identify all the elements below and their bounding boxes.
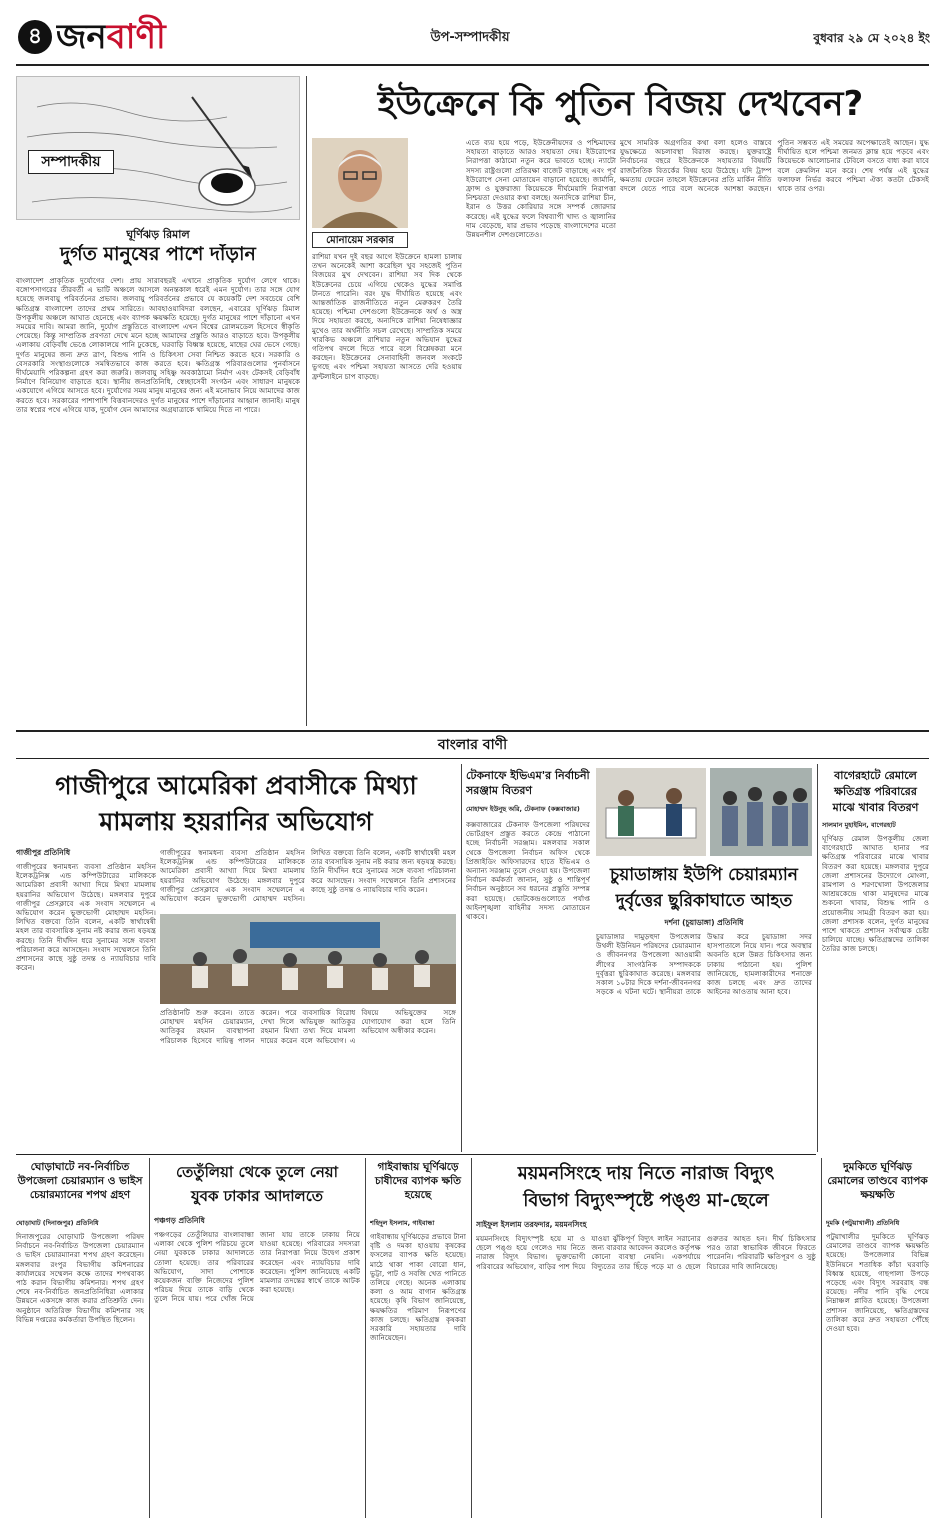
logo-part-1: জন xyxy=(56,17,107,57)
bagerhat-headline xyxy=(822,768,929,818)
page-number-badge: ৪ xyxy=(18,20,52,54)
teknaf-body: কক্সবাজারের টেকনাফ উপজেলা পরিষদের ভোটগ্রহণ প্রস্তুত করতে কেন্দ্রে পাঠানো হচ্ছে নির্বাচনী সরঞ্জাম। মঙ্গলবার সকাল থেকে উপজেলা নির্বাচন অফিস থেকে প্রিজাইডিং অফিসারদের হাতে ইভিএম ও অন্যান্য সরঞ্জাম তুলে দেওয়া হয়। উপজেলা নির্বাচন কর্মকর্তা জানান, সুষ্ঠু ও শান্তিপূর্ণ নির্বাচন অনুষ্ঠানে সব ধরনের প্রস্তুতি সম্পন্ন করা হয়েছে। ভোটকেন্দ্রগুলোতে পর্যাপ্ত আইনশৃঙ্খলা বাহিনীর সদস্য মোতায়েন থাকবে। xyxy=(466,820,590,922)
column-headline: ইউক্রেনে কি পুতিন বিজয় দেখবেন? xyxy=(377,84,864,124)
column-author: মোনায়েম সরকার xyxy=(312,232,408,248)
tetulia-headline-line-2: যুবক ঢাকার আদালতে xyxy=(190,1187,324,1205)
teknaf-byline: মোহাম্মদ ইউনুছ অরি, টেকনাফ (কক্সবাজার) xyxy=(466,805,580,813)
editorial-kicker: ঘূর্ণিঝড় রিমাল xyxy=(126,228,190,241)
issue-date: বুধবার ২৯ মে ২০২৪ ইং xyxy=(813,31,930,45)
gaibandha-body: গাইবান্ধায় ঘূর্ণিঝড়ের প্রভাবে টানা বৃষ্টি ও দমকা হাওয়ায় কৃষকের ফসলের ব্যাপক ক্ষতি হয়েছে। মাঠে থাকা পাকা বোরো ধান, ভুট্টা, পাট ও সবজি খেত পানিতে তলিয়ে গেছে। অনেক এলাকায় কলা ও আম বাগান ক্ষতিগ্রস্ত হয়েছে। কৃষি বিভাগ জানিয়েছে, ক্ষয়ক্ষতির পরিমাণ নিরূপণের কাজ চলছে। ক্ষতিগ্রস্ত কৃষকরা সরকারি সহায়তার দাবি জানিয়েছেন। xyxy=(370,1232,466,1343)
ghoraghat-headline: ঘোড়াঘাটে নব-নির্বাচিত উপজেলা চেয়ারম্যান ও ভাইস চেয়ারম্যানের শপথ গ্রহণ xyxy=(17,1161,143,1201)
patuakhali-body: পটুয়াখালীর দুমকিতে ঘূর্ণিঝড় রেমালের তাণ্ডবে ব্যাপক ক্ষয়ক্ষতি হয়েছে। উপজেলার বিভিন্ন ইউনিয়নে শতাধিক কাঁচা ঘরবাড়ি বিধ্বস্ত হয়েছে, গাছপালা উপড়ে পড়েছে এবং বিদ্যুৎ সরবরাহ বন্ধ রয়েছে। নদীর পানি বৃদ্ধি পেয়ে নিম্নাঞ্চল প্লাবিত হয়েছে। উপজেলা প্রশাসন জানিয়েছে, ক্ষতিগ্রস্তদের তালিকা করে দ্রুত সহায়তা পৌঁছে দেওয়া হবে। xyxy=(826,1232,929,1334)
author-photo xyxy=(312,138,408,228)
tetulia-byline: পঞ্চগড় প্রতিনিধি xyxy=(154,1216,205,1225)
section-bar-label: বাংলার বাণী xyxy=(437,737,508,753)
gaibandha-headline: গাইবান্ধায় ঘূর্ণিঝড়ে চাষীদের ব্যাপক ক্ষতি হয়েছে xyxy=(374,1161,462,1201)
patuakhali-byline: দুমকি (পটুয়াখালী) প্রতিনিধি xyxy=(826,1219,900,1227)
mymensingh-byline: সাইফুল ইসলাম তরফদার, ময়মনসিংহ xyxy=(476,1220,587,1229)
gaibandha-byline: শহিদুল ইসলাম, গাইবান্ধা xyxy=(370,1219,435,1227)
editorial-headline: দুর্গত মানুষের পাশে দাঁড়ান xyxy=(60,244,256,265)
mymensingh-body: ময়মনসিংহে বিদ্যুৎস্পৃষ্ট হয়ে মা ও ছেলে পঙ্গু হয়ে গেলেও দায় নিতে নারাজ বিদ্যুৎ বিভাগ। ভুক্তভোগী পরিবারের অভিযোগ, বাড়ির পাশ দিয়ে যাওয়া ঝুঁকিপূর্ণ বিদ্যুৎ লাইন সরানোর জন্য বারবার আবেদন করলেও কর্তৃপক্ষ কোনো ব্যবস্থা নেয়নি। একপর্যায়ে বিদ্যুতের তার ছিঁড়ে পড়ে মা ও ছেলে গুরুতর আহত হন। দীর্ঘ চিকিৎসার পরও তারা স্বাভাবিক জীবনে ফিরতে পারেননি। পরিবারটি ক্ষতিপূরণ ও সুষ্ঠু বিচারের দাবি জানিয়েছে। xyxy=(476,1234,816,1271)
mid-lower-rule xyxy=(16,1154,816,1155)
divider-chuadanga-bagerhat xyxy=(817,764,818,1152)
bagerhat-headline-line-3: মাঝে খাবার বিতরণ xyxy=(832,801,919,814)
editorial-illustration xyxy=(16,76,300,220)
tetulia-headline xyxy=(154,1160,360,1212)
divider-mymensingh-patuakhali xyxy=(821,1158,822,1518)
chuadanga-headline-line-2: দুর্বৃত্তের ছুরিকাঘাতে আহত xyxy=(615,891,793,911)
bagerhat-headline-line-2: ক্ষতিগ্রস্ত পরিবারের xyxy=(834,785,917,798)
chuadanga-photo-1 xyxy=(596,768,706,856)
tetulia-body: পঞ্চগড়ের তেতুঁলিয়ার বাংলাবান্ধা এলাকা থেকে পুলিশ পরিচয়ে তুলে নেয়া যুবককে ঢাকার আদালতে তোলা হয়েছে। তার পরিবারের অভিযোগ, সাদা পোশাকে কয়েকজন ব্যক্তি নিজেদের পুলিশ পরিচয় দিয়ে তাকে বাড়ি থেকে তুলে নিয়ে যায়। পরে খোঁজ নিয়ে জানা যায় তাকে ঢাকায় নিয়ে যাওয়া হয়েছে। পরিবারের সদস্যরা তার নিরাপত্তা নিয়ে উদ্বেগ প্রকাশ করেছেন এবং ন্যায়বিচার দাবি করেছেন। পুলিশ জানিয়েছে একটি মামলার তদন্তের স্বার্থে তাকে আটক করা হয়েছে। xyxy=(154,1230,360,1304)
editorial-body: বাংলাদেশ প্রাকৃতিক দুর্যোগের দেশ। প্রায় সারাবছরই এখানে প্রাকৃতিক দুর্যোগ লেগে থাকে। বঙ্গোপসাগরের তীরবর্তী এ ভাটি অঞ্চলে আসলে অনন্তকাল ধরেই এমন দুর্যোগ। তার সঙ্গে যোগ হয়েছে জলবায়ু পরিবর্তনের প্রভাব। জলবায়ু পরিবর্তনের প্রভাবে যে কয়েকটি দেশ সবচেয়ে বেশি ক্ষতিগ্রস্ত বাংলাদেশ তাদের প্রথম সারিতে। আবহাওয়াবিদরা বলছেন, এবারের ঘূর্ণিঝড় রিমাল উপকূলীয় অঞ্চলে আঘাত হেনেছে এবং ব্যাপক ক্ষয়ক্ষতি হয়েছে। দুর্গত মানুষের পাশে দাঁড়ানো এখন সময়ের দাবি। আমরা জানি, দুর্যোগ প্রস্তুতিতে বাংলাদেশ এখন বিশ্বের রোলমডেল হিসেবে স্বীকৃতি পেয়েছে। কিন্তু সাম্প্রতিক প্রবণতা দেখে মনে হচ্ছে আমাদের প্রস্তুতি আরও বাড়াতে হবে। উপকূলীয় এলাকায় বেড়িবাঁধ ভেঙে লোকালয়ে পানি ঢুকেছে, ঘরবাড়ি বিধ্বস্ত হয়েছে, মাছের ঘের ভেসে গেছে। দুর্গত মানুষের জন্য দ্রুত ত্রাণ, বিশুদ্ধ পানি ও চিকিৎসা সেবা নিশ্চিত করতে হবে। সরকারি ও বেসরকারি সংস্থাগুলোকে সমন্বিতভাবে কাজ করতে হবে। ক্ষতিগ্রস্ত পরিবারগুলোর পুনর্বাসনে দীর্ঘমেয়াদি পরিকল্পনা গ্রহণ করা জরুরি। জলবায়ু সহিষ্ণু অবকাঠামো নির্মাণ এবং টেকসই বেড়িবাঁধ নির্মাণে বিনিয়োগ বাড়াতে হবে। স্থানীয় জনপ্রতিনিধি, স্বেচ্ছাসেবী সংগঠন এবং সাধারণ মানুষকে একযোগে এগিয়ে আসতে হবে। দুর্যোগের সময় মানুষ মানুষের জন্য এই মনোভাব নিয়ে আমাদের কাজ করতে হবে। সরকারের পাশাপাশি বিত্তবানদেরও দুর্গত মানুষের পাশে দাঁড়ানোর আহ্বান জানাই। মানুষ তার স্বপ্নের পথে এগিয়ে যাক, দুর্যোগ যেন আমাদের অগ্রযাত্রাকে থামিয়ে দিতে না পারে। xyxy=(16,276,300,414)
chuadanga-photo-2 xyxy=(710,768,812,856)
section-title: উপ-সম্পাদকীয় xyxy=(430,30,510,45)
gazipur-headline-line-1: গাজীপুরে আমেরিকা প্রবাসীকে মিথ্যা xyxy=(55,771,417,800)
chuadanga-byline: দর্শনা (চুয়াডাঙ্গা) প্রতিনিধি xyxy=(664,918,744,927)
section-bar-bottom-rule xyxy=(16,758,929,759)
logo-part-2: বাণী xyxy=(106,17,166,57)
column-body-right: মুখে সামরিক অগ্রগতির কথা বলা হলেও বাস্তবে যুদ্ধক্ষেত্রে অচলাবস্থা বিরাজ করছে। যুক্তরাষ্ট্রে নির্বাচনের বছরে ইউক্রেনকে সহায়তার বিষয়টি রাজনৈতিক বিতর্কের বিষয় হয়ে উঠেছে। যদি ট্রাম্প ক্ষমতায় ফেরেন তাহলে ইউক্রেনের প্রতি মার্কিন নীতি বদলে যেতে পারে বলে অনেকে আশঙ্কা করছেন। পুতিন সম্ভবত এই সময়ের অপেক্ষাতেই আছেন। যুদ্ধ দীর্ঘায়িত হলে পশ্চিমা জনমত ক্লান্ত হয়ে পড়বে এবং কিয়েভকে আলোচনার টেবিলে বসতে বাধ্য করা যাবে বলে ক্রেমলিন মনে করে। শেষ পর্যন্ত এই যুদ্ধের ফলাফল নির্ভর করবে পশ্চিমা ঐক্য কতটা টেকসই থাকে তার ওপর। xyxy=(620,138,929,194)
bagerhat-byline: সালমান মুহাইমিন, বাগেরহাট xyxy=(822,821,896,829)
gazipur-body-top-right: গাজীপুরের স্বনামধন্য ব্যবসা প্রতিষ্ঠান মহসিন ইলেকট্রনিক্স এন্ড কম্পিউটারের মালিককে আমেরিকা প্রবাসী আখ্যা দিয়ে মিথ্যা মামলায় হয়রানির অভিযোগ উঠেছে। মঙ্গলবার দুপুরে গাজীপুর প্রেসক্লাবে এক সংবাদ সম্মেলনে এ অভিযোগ করেন ভুক্তভোগী মোহাম্মদ মহসিন। লিখিত বক্তব্যে তিনি বলেন, একটি স্বার্থান্বেষী মহল তার ব্যবসায়িক সুনাম নষ্ট করার জন্য ষড়যন্ত্র করছে। তিনি দীর্ঘদিন ধরে সুনামের সঙ্গে ব্যবসা পরিচালনা করে আসছেন। সংবাদ সম্মেলনে তিনি প্রশাসনের কাছে সুষ্ঠু তদন্ত ও ন্যায়বিচার দাবি করেন। xyxy=(160,848,456,904)
teknaf-headline: টেকনাফে ইভিএম'র নির্বাচনী সরঞ্জাম বিতরণ xyxy=(466,769,590,797)
gazipur-photo xyxy=(160,914,456,1004)
gazipur-headline-line-2: মামলায় হয়রানির অভিযোগ xyxy=(99,807,373,836)
chuadanga-headline-line-1: চুয়াডাঙ্গায় ইউপি চেয়ারম্যান xyxy=(610,865,798,885)
mymensingh-headline-line-2: বিভাগ বিদ্যুৎস্পৃষ্টে পঙ্গু মা-ছেলে xyxy=(523,1190,769,1211)
column-body-left: রাশিয়া যখন দুই বছর আগে ইউক্রেনে হামলা চালায় তখন অনেকেই আশা করেছিল খুব সহজেই পুতিন বিজয়ের মুখ দেখবেন। রাশিয়া সব দিক থেকে ইউক্রেনের চেয়ে এগিয়ে থেকেও যুদ্ধের সমাপ্তি টানতে পারেনি। বরং যুদ্ধ দীর্ঘায়িত হয়েছে এবং আন্তর্জাতিক রাজনীতিতে নতুন মেরুকরণ তৈরি হয়েছে। পশ্চিমা দেশগুলো ইউক্রেনকে অর্থ ও অস্ত্র দিয়ে সহায়তা করছে, অন্যদিকে রাশিয়া নিষেধাজ্ঞার মুখেও তার অর্থনীতি সচল রেখেছে। সাম্প্রতিক সময়ে খারকিভ অঞ্চলে রাশিয়ার নতুন অভিযান যুদ্ধের গতিপথ বদলে দিতে পারে বলে বিশ্লেষকরা মনে করছেন। ইউক্রেনের সেনাবাহিনী জনবল সংকটে ভুগছে এবং পশ্চিমা সহায়তা আসতে দেরি হওয়ায় ফ্রন্টলাইনে চাপ বাড়ছে। xyxy=(312,252,462,381)
mymensingh-headline-line-1: ময়মনসিংহে দায় নিতে নারাজ বিদ্যুৎ xyxy=(517,1163,775,1184)
bagerhat-headline-line-1: বাগেরহাটে রেমালে xyxy=(834,769,917,782)
tetulia-headline-line-1: তেতুঁলিয়া থেকে তুলে নেয়া xyxy=(176,1163,338,1181)
newspaper-logo xyxy=(56,14,186,60)
column-divider xyxy=(306,76,307,726)
mymensingh-headline xyxy=(476,1160,816,1216)
masthead-rule xyxy=(16,64,929,66)
chuadanga-body: চুয়াডাঙ্গার দামুড়হুদা উপজেলার উথলী ইউনিয়ন পরিষদের চেয়ারম্যান ও জীবননগর উপজেলা আওয়ামী লীগের সাংগঠনিক সম্পাদককে দুর্বৃত্তরা ছুরিকাঘাত করেছে। মঙ্গলবার সকাল ১০টার দিকে দর্শনা-জীবননগর সড়কে এ ঘটনা ঘটে। স্থানীয়রা তাকে উদ্ধার করে চুয়াডাঙ্গা সদর হাসপাতালে নিয়ে যান। পরে অবস্থার অবনতি হলে উন্নত চিকিৎসার জন্য ঢাকায় পাঠানো হয়। পুলিশ জানিয়েছে, হামলাকারীদের শনাক্তে কাজ চলছে এবং দ্রুত তাদের আইনের আওতায় আনা হবে। xyxy=(596,932,812,997)
divider-gaibandha-mymensingh xyxy=(471,1158,472,1518)
divider-tetulia-gaibandha xyxy=(365,1158,366,1518)
gazipur-body: গাজীপুরের স্বনামধন্য ব্যবসা প্রতিষ্ঠান মহসিন ইলেকট্রনিক্স এন্ড কম্পিউটারের মালিককে আমেরিকা প্রবাসী আখ্যা দিয়ে মিথ্যা মামলায় হয়রানির অভিযোগ উঠেছে। মঙ্গলবার দুপুরে গাজীপুর প্রেসক্লাবে এক সংবাদ সম্মেলনে এ অভিযোগ করেন ভুক্তভোগী মোহাম্মদ মহসিন। লিখিত বক্তব্যে তিনি বলেন, একটি স্বার্থান্বেষী মহল তার ব্যবসায়িক সুনাম নষ্ট করার জন্য ষড়যন্ত্র করছে। তিনি দীর্ঘদিন ধরে সুনামের সঙ্গে ব্যবসা পরিচালনা করে আসছেন। সংবাদ সম্মেলনে তিনি প্রশাসনের কাছে সুষ্ঠু তদন্ত ও ন্যায়বিচার দাবি করেন। xyxy=(16,862,156,973)
gazipur-byline: গাজীপুর প্রতিনিধি xyxy=(16,848,71,857)
bagerhat-body: ঘূর্ণিঝড় রেমাল উপকূলীয় জেলা বাগেরহাটে আঘাত হানার পর ক্ষতিগ্রস্ত পরিবারের মাঝে খাবার বিতরণ করা হয়েছে। মঙ্গলবার দুপুরে জেলা প্রশাসনের উদ্যোগে মোংলা, রামপাল ও শরণখোলা উপজেলার আশ্রয়কেন্দ্রে থাকা মানুষদের মাঝে শুকনো খাবার, বিশুদ্ধ পানি ও প্রয়োজনীয় সামগ্রী বিতরণ করা হয়। জেলা প্রশাসক বলেন, দুর্গত মানুষের পাশে থাকতে প্রশাসন সর্বাত্মক চেষ্টা চালিয়ে যাচ্ছে। ক্ষতিগ্রস্তদের তালিকা তৈরির কাজ চলছে। xyxy=(822,834,929,954)
editorial-badge: সম্পাদকীয় xyxy=(28,150,114,174)
gazipur-body-2: প্রতিষ্ঠানটি শুরু করেন। তাতে মোহাম্মদ মহসিন চেয়ারম্যান, আতিকুর রহমান ব্যবস্থাপনা পরিচালক হিসেবে দায়িত্ব পালন করেন। পরে ব্যবসায়িক বিরোধ দেখা দিলে অভিযুক্ত আতিকুর রহমান মিথ্যা তথ্য দিয়ে মামলা দায়ের করেন বলে অভিযোগ। এ বিষয়ে অভিযুক্তের সঙ্গে যোগাযোগ করা হলে তিনি অভিযোগ অস্বীকার করেন। xyxy=(160,1008,456,1045)
chuadanga-headline xyxy=(596,862,812,916)
gazipur-headline xyxy=(16,768,456,842)
patuakhali-headline: দুমকিতে ঘূর্ণিঝড় রেমালের তাণ্ডবে ব্যাপক ক্ষয়ক্ষতি xyxy=(827,1161,928,1201)
ghoraghat-body: দিনাজপুরের ঘোড়াঘাট উপজেলা পরিষদ নির্বাচনে নব-নির্বাচিত উপজেলা চেয়ারম্যান ও ভাইস চেয়ারম্যানরা শপথ গ্রহণ করেছেন। মঙ্গলবার রংপুর বিভাগীয় কমিশনারের কার্যালয়ের সম্মেলন কক্ষে তাদের শপথবাক্য পাঠ করান বিভাগীয় কমিশনার। শপথ গ্রহণ শেষে নব-নির্বাচিত জনপ্রতিনিধিরা এলাকার উন্নয়নে একসঙ্গে কাজ করার প্রতিশ্রুতি দেন। অনুষ্ঠানে অতিরিক্ত বিভাগীয় কমিশনার সহ বিভিন্ন দপ্তরের কর্মকর্তারা উপস্থিত ছিলেন। xyxy=(16,1232,144,1324)
column-body-mid: এতে ব্যয় হয়ে পড়ে, ইউক্রেনীয়দের ও পশ্চিমাদের সহায়তা বাড়াতে আরও সহায়তা দেয়। ইউরোপের নিরাপত্তা কাঠামো নতুন করে ভাবতে হচ্ছে। ন্যাটো সদস্য রাষ্ট্রগুলো প্রতিরক্ষা বাজেট বাড়াচ্ছে এবং পূর্ব ইউরোপে সেনা মোতায়েন বাড়ানো হয়েছে। জার্মানি, ফ্রান্স ও যুক্তরাজ্য কিয়েভকে দীর্ঘমেয়াদি নিরাপত্তা নিশ্চয়তা দেওয়ার কথা বলছে। অন্যদিকে রাশিয়া চীন, ইরান ও উত্তর কোরিয়ার সঙ্গে সম্পর্ক জোরদার করেছে। এই যুদ্ধের ফলে বিশ্বব্যাপী খাদ্য ও জ্বালানির দাম বেড়েছে, যার প্রভাব পড়েছে বাংলাদেশের মতো উন্নয়নশীল দেশগুলোতেও। xyxy=(466,138,616,240)
divider-gazipur-teknaf xyxy=(461,764,462,1152)
section-bar-top-rule xyxy=(16,730,929,732)
ghoraghat-byline: ঘোড়াঘাট (দিনাজপুর) প্রতিনিধি xyxy=(16,1219,99,1227)
divider-ghoraghat-tetulia xyxy=(149,1158,150,1518)
